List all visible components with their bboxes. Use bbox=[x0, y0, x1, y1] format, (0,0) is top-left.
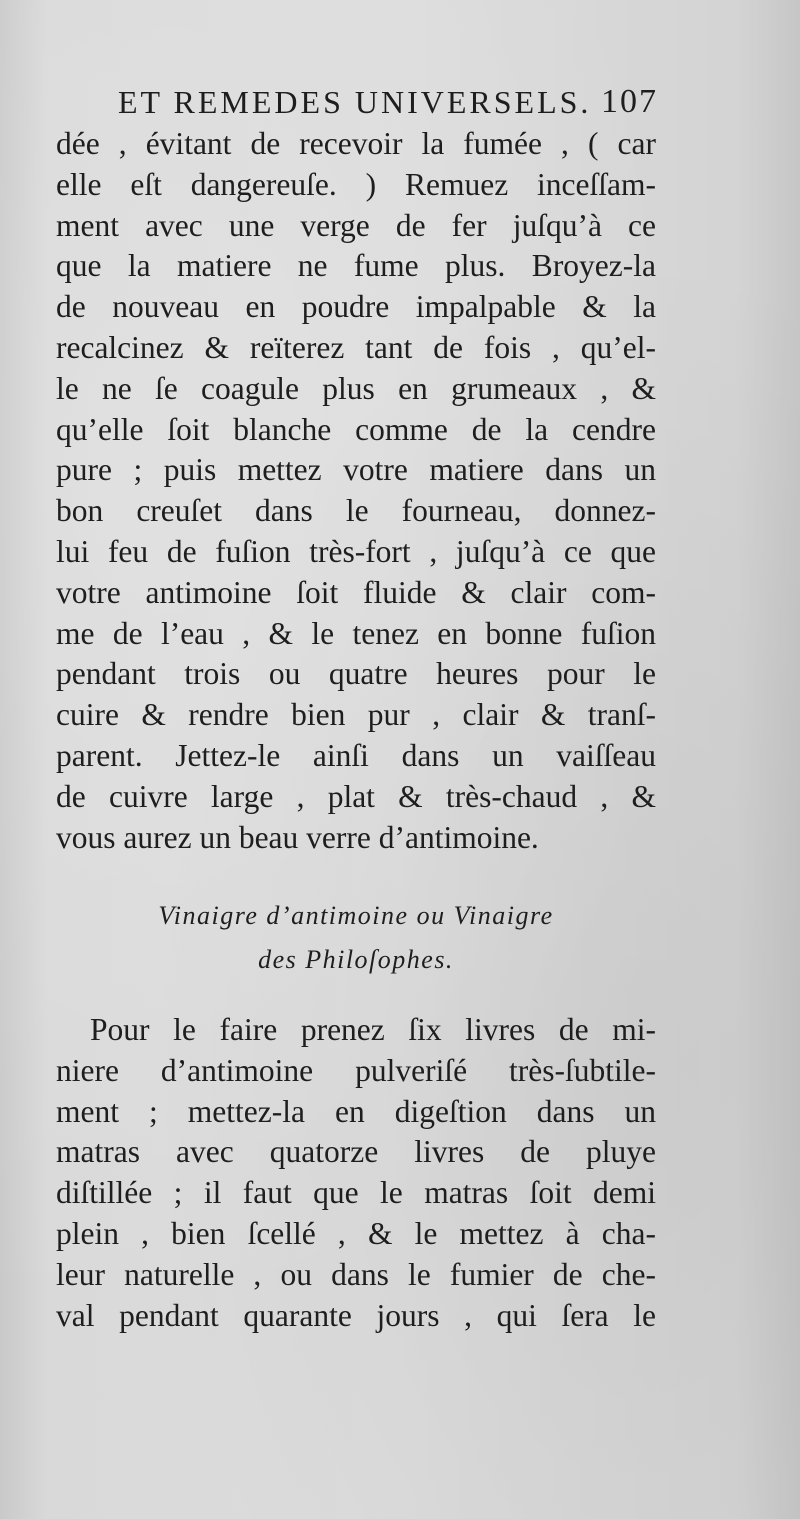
text-line: vous aurez un beau verre d’antimoine. bbox=[56, 819, 539, 855]
text-line: que la matiere ne fume plus. Broyez-la bbox=[56, 248, 656, 284]
text-line: cuire & rendre bien pur , clair & tranſ- bbox=[56, 697, 656, 733]
text-line: de nouveau en poudre impalpable & la bbox=[56, 289, 656, 325]
text-line: le ne ſe coagule plus en grumeaux , & bbox=[56, 370, 656, 406]
paragraph-recipe bbox=[56, 1010, 656, 1336]
text-line: recalcinez & reïterez tant de fois , qu’el- bbox=[56, 329, 656, 365]
text-line: val pendant quarante jours , qui ſera le bbox=[56, 1297, 656, 1333]
text-line: de cuivre large , plat & très-chaud , & bbox=[56, 778, 656, 814]
text-line: pure ; puis mettez votre matiere dans un bbox=[56, 452, 656, 488]
text-line: diſtillée ; il faut que le matras ſoit demi bbox=[56, 1175, 656, 1211]
text-line: leur naturelle , ou dans le fumier de che- bbox=[56, 1256, 656, 1292]
text-line: bon creuſet dans le fourneau, donnez- bbox=[56, 493, 656, 529]
running-title: ET REMEDES UNIVERSELS. bbox=[118, 84, 592, 120]
section-heading-line: Vinaigre d’antimoine ou Vinaigre bbox=[158, 901, 554, 930]
text-line: votre antimoine ſoit fluide & clair com- bbox=[56, 574, 656, 610]
text-line: pendant trois ou quatre heures pour le bbox=[56, 656, 656, 692]
text-line: plein , bien ſcellé , & le mettez à cha- bbox=[56, 1215, 656, 1251]
text-line: dée , évitant de recevoir la fumée , ( car bbox=[56, 126, 656, 161]
text-line: lui feu de fuſion très-fort , juſqu’à ce que bbox=[56, 533, 656, 569]
section-heading bbox=[56, 894, 656, 982]
text-line: parent. Jettez-le ainſi dans un vaiſſeau bbox=[56, 737, 656, 773]
text-line: ment avec une verge de fer juſqu’à ce bbox=[56, 207, 656, 243]
section-heading-line: des Philoſophes. bbox=[258, 945, 454, 974]
text-line: Pour le faire prenez ſix livres de mi- bbox=[90, 1012, 656, 1047]
text-line: matras avec quatorze livres de pluye bbox=[56, 1134, 656, 1170]
running-head bbox=[118, 80, 658, 130]
text-line: me de l’eau , & le tenez en bonne fuſion bbox=[56, 615, 656, 651]
paragraph-continued bbox=[56, 124, 656, 858]
text-line: niere d’antimoine pulveriſé très-ſubtile- bbox=[56, 1052, 656, 1088]
text-line: ment ; mettez-la en digeſtion dans un bbox=[56, 1093, 656, 1129]
text-line: elle eſt dangereuſe. ) Remuez inceſſam- bbox=[56, 166, 656, 202]
page-number: 107 bbox=[601, 83, 658, 120]
text-line: qu’elle ſoit blanche comme de la cendre bbox=[56, 411, 656, 447]
